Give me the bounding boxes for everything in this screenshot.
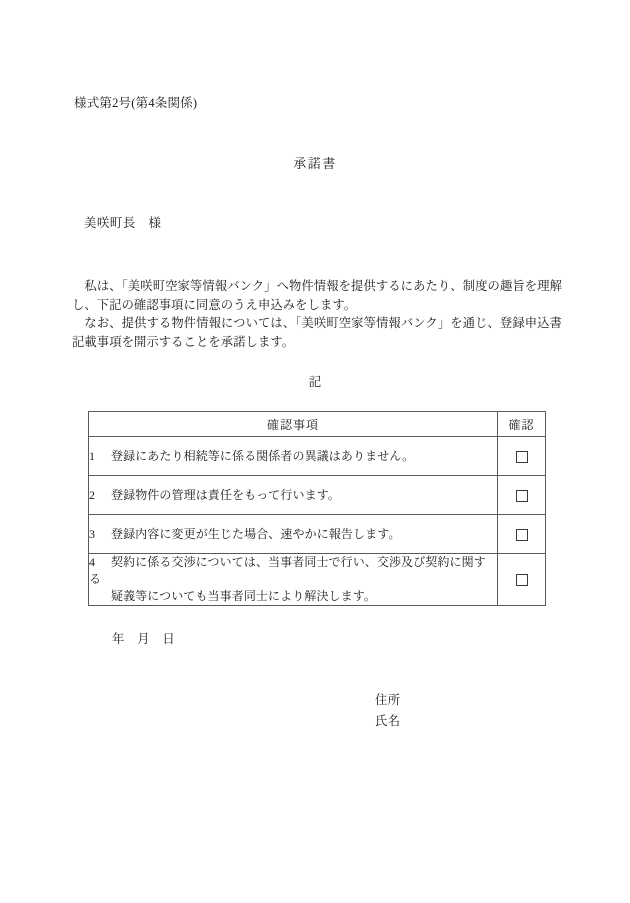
- date-line: 年 月 日: [112, 632, 175, 646]
- confirmation-table: [88, 411, 546, 606]
- table-header-row: [89, 412, 546, 437]
- table-row: [89, 476, 546, 515]
- body-paragraph-1: 私は、「美咲町空家等情報バンク」へ物件情報を提供するにあたり、制度の趣旨を理解し、下記の確認事項に同意のうえ申込みをします。: [72, 279, 562, 312]
- name-label: 氏名: [375, 714, 401, 728]
- confirmation-item-2: [89, 476, 498, 515]
- body-text: [72, 277, 562, 351]
- column-header-item: 確認事項: [89, 412, 498, 437]
- body-paragraph-2: なお、提供する物件情報については、「美咲町空家等情報バンク」を通じ、登録申込書記載事項を開示することを承諾します。: [72, 316, 562, 349]
- ki-marker: 記: [308, 375, 322, 389]
- table-row: [89, 437, 546, 476]
- checkbox-cell-3[interactable]: [498, 515, 546, 554]
- item-number: 3: [89, 526, 96, 541]
- form-number: 様式第2号(第4条関係): [74, 96, 198, 110]
- item-text: 登録物件の管理は責任をもって行います。: [111, 487, 340, 502]
- page-title: 承諾書: [293, 156, 337, 171]
- item-number: 2: [89, 487, 96, 502]
- checkbox-cell-1[interactable]: [498, 437, 546, 476]
- checkbox-icon[interactable]: [516, 529, 528, 541]
- table-row: [89, 515, 546, 554]
- addressee-line: 美咲町長 様: [84, 216, 162, 230]
- checkbox-cell-4[interactable]: [498, 554, 546, 606]
- item-number: 4: [89, 555, 96, 569]
- confirmation-item-4: [89, 554, 498, 606]
- item-number: 1: [89, 448, 96, 463]
- item-text: 登録にあたり相続等に係る関係者の異議はありません。: [111, 448, 415, 463]
- item-text: 契約に係る交渉については、当事者同士で行い、交渉及び契約に関する: [89, 555, 486, 586]
- signature-block: [375, 690, 401, 732]
- confirmation-item-3: [89, 515, 498, 554]
- address-label: 住所: [375, 693, 401, 707]
- checkbox-cell-2[interactable]: [498, 476, 546, 515]
- checkbox-icon[interactable]: [516, 490, 528, 502]
- confirmation-table-container: [88, 411, 545, 606]
- checkbox-icon[interactable]: [516, 451, 528, 463]
- checkbox-icon[interactable]: [516, 574, 528, 586]
- item-text-line2: 疑義等についても当事者同士により解決します。: [111, 589, 377, 603]
- table-row: [89, 554, 546, 606]
- item-text: 登録内容に変更が生じた場合、速やかに報告します。: [111, 526, 401, 541]
- column-header-check: 確認: [498, 412, 546, 437]
- confirmation-item-1: [89, 437, 498, 476]
